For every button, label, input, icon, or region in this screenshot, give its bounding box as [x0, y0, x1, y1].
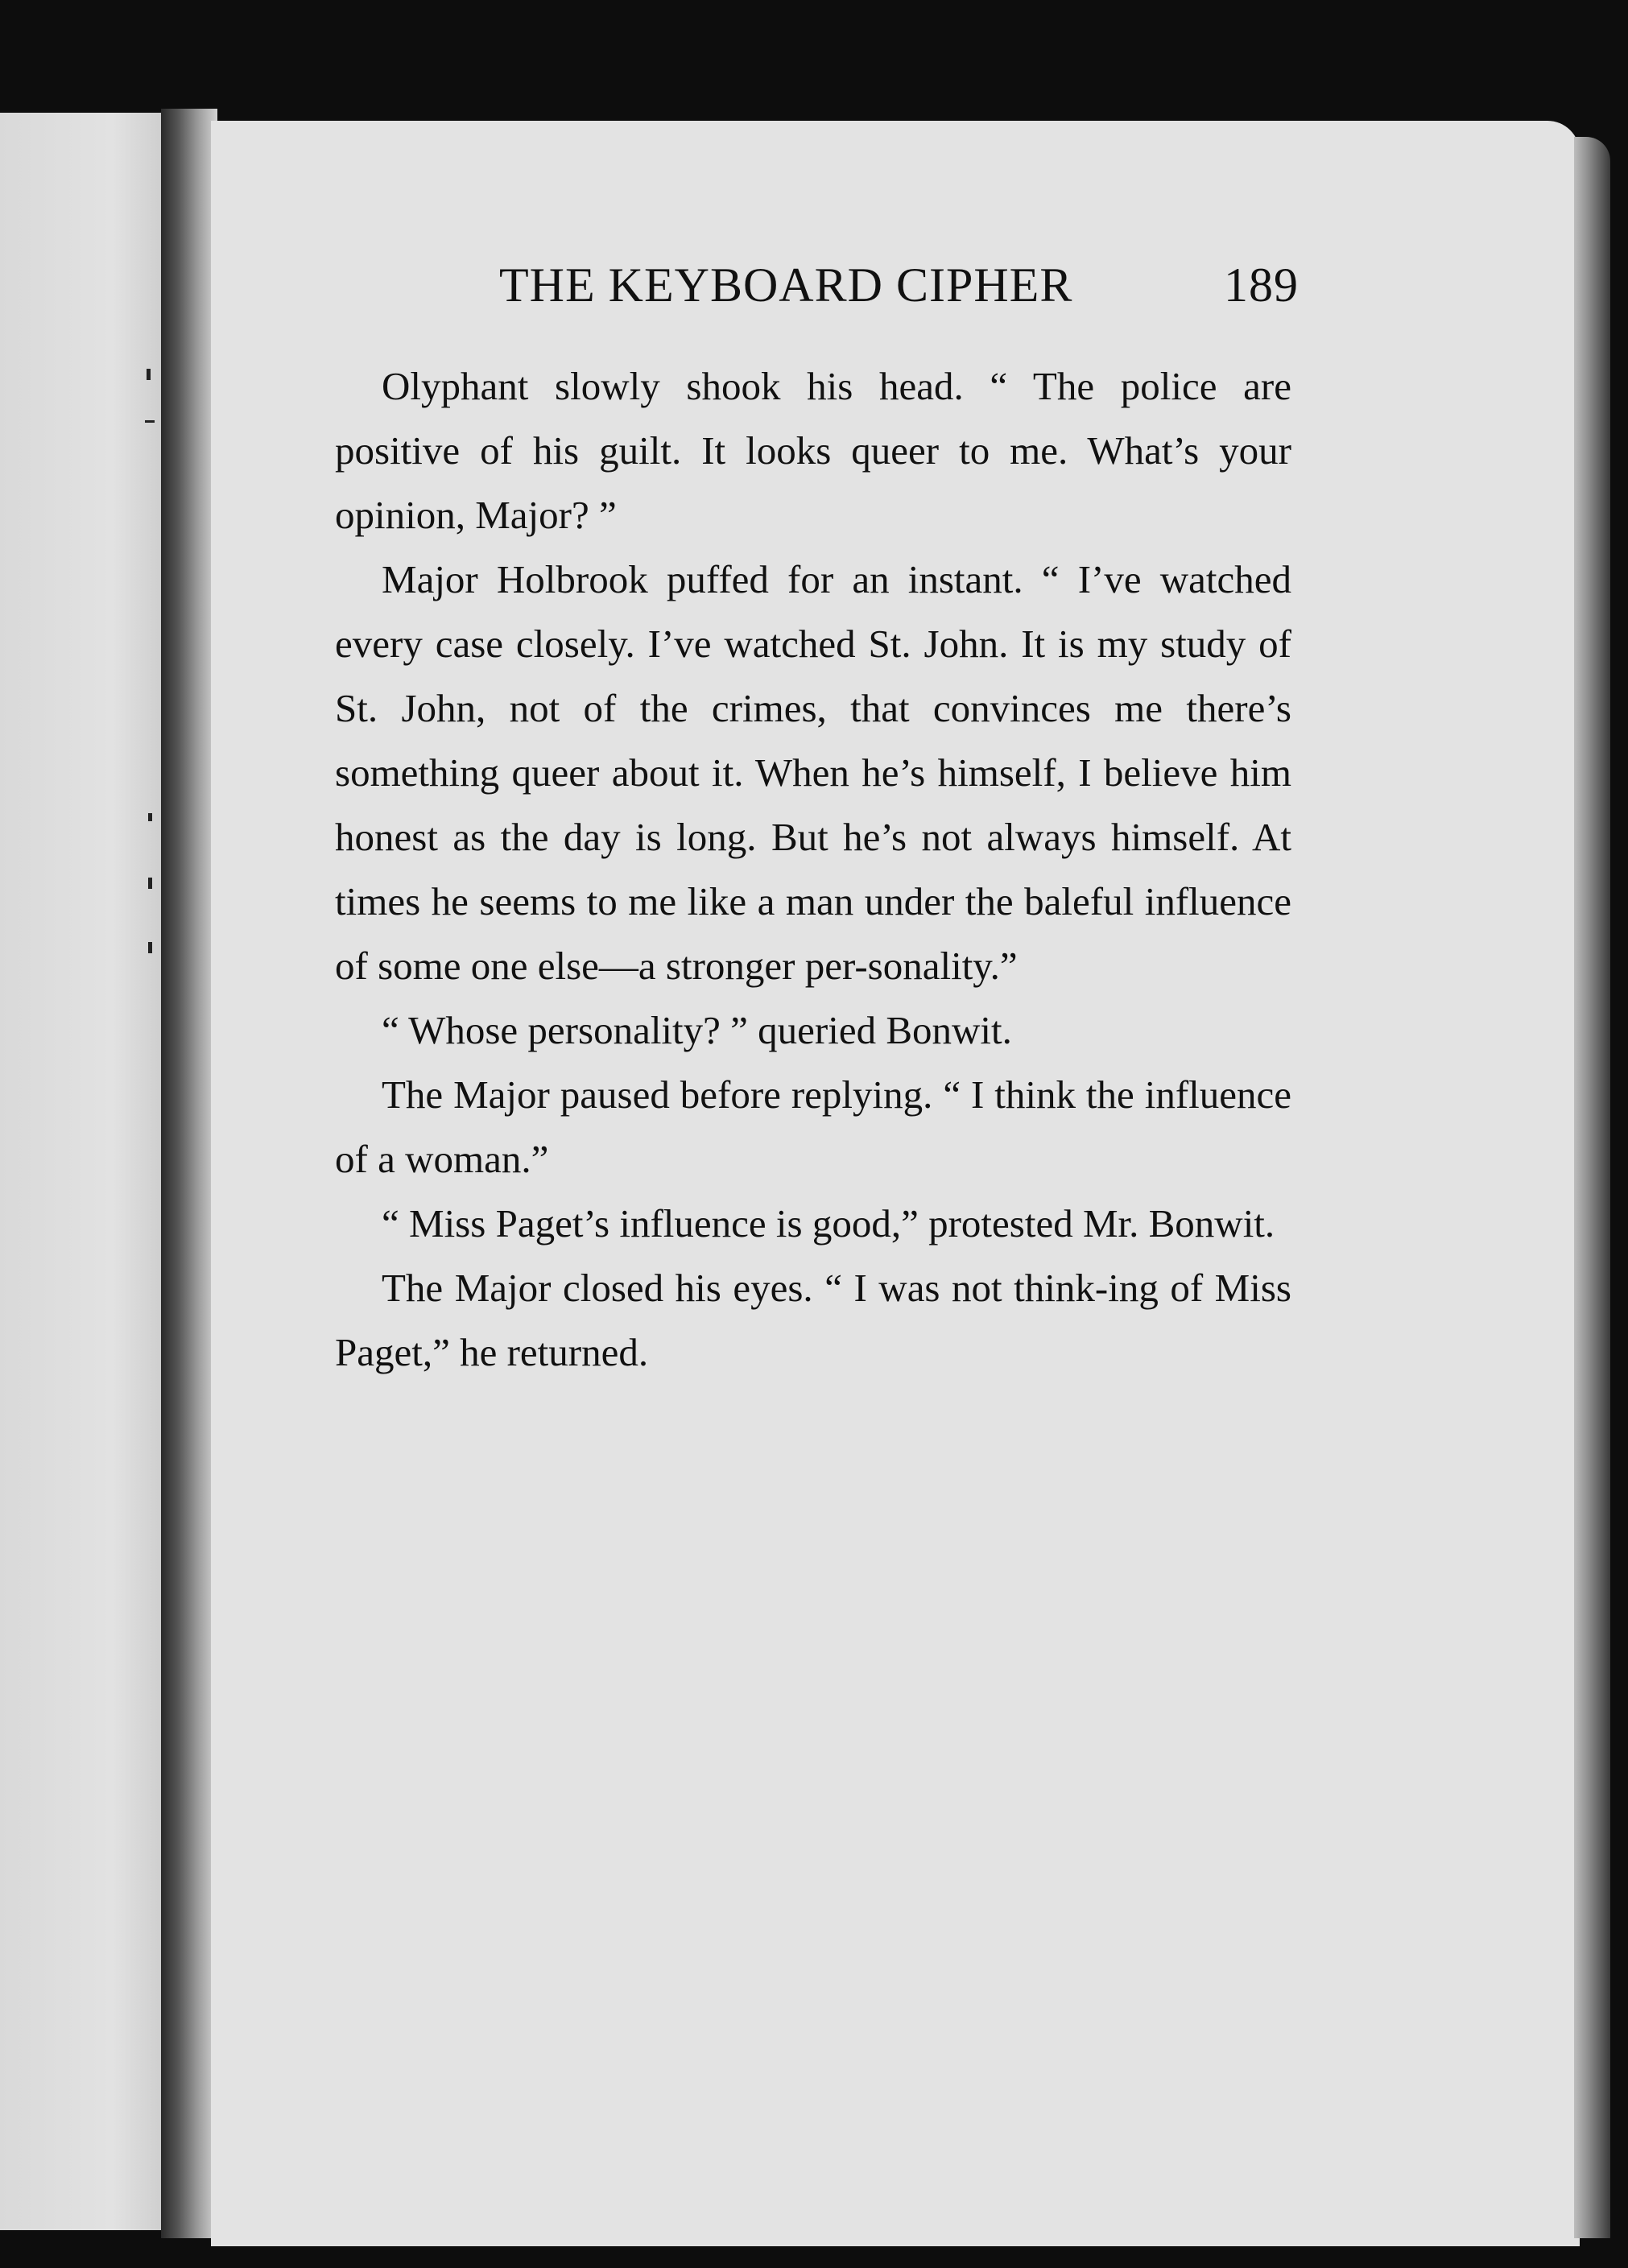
- paragraph: “ Miss Paget’s influence is good,” protested Mr. Bonwit.: [382, 1201, 1275, 1246]
- paragraph: Major Holbrook puffed for an instant. “ I’ve watched every case closely. I’ve watched St. John. It is my study of St. John, not of the crimes, that convinces me there’s something queer about it. When he’s himself, I believe him honest as the day is long. But he’s not always himself. At times he seems to me like a man under the baleful influence of some one else—a stronger per-sonality.”: [335, 557, 1291, 988]
- facing-page-mark: [147, 369, 151, 380]
- page-number: 189: [1224, 258, 1299, 312]
- facing-page-edge: [0, 113, 161, 2230]
- facing-page-mark: [148, 878, 152, 889]
- book-gutter: [161, 109, 217, 2238]
- paragraph: The Major paused before replying. “ I think the influence of a woman.”: [335, 1072, 1291, 1181]
- running-head: THE KEYBOARD CIPHER: [499, 258, 1073, 312]
- page-header: [499, 258, 1304, 330]
- paragraph: The Major closed his eyes. “ I was not think-ing of Miss Paget,” he returned.: [335, 1266, 1291, 1374]
- page-edge-shadow: [1574, 137, 1610, 2238]
- paragraph: Olyphant slowly shook his head. “ The police are positive of his guilt. It looks queer to me. What’s your opinion, Major? ”: [335, 364, 1291, 537]
- facing-page-mark: [148, 813, 152, 821]
- paragraph: “ Whose personality? ” queried Bonwit.: [382, 1008, 1012, 1052]
- body-text: [335, 354, 1291, 1385]
- facing-page-mark: [148, 942, 152, 953]
- facing-page-mark: [145, 420, 155, 423]
